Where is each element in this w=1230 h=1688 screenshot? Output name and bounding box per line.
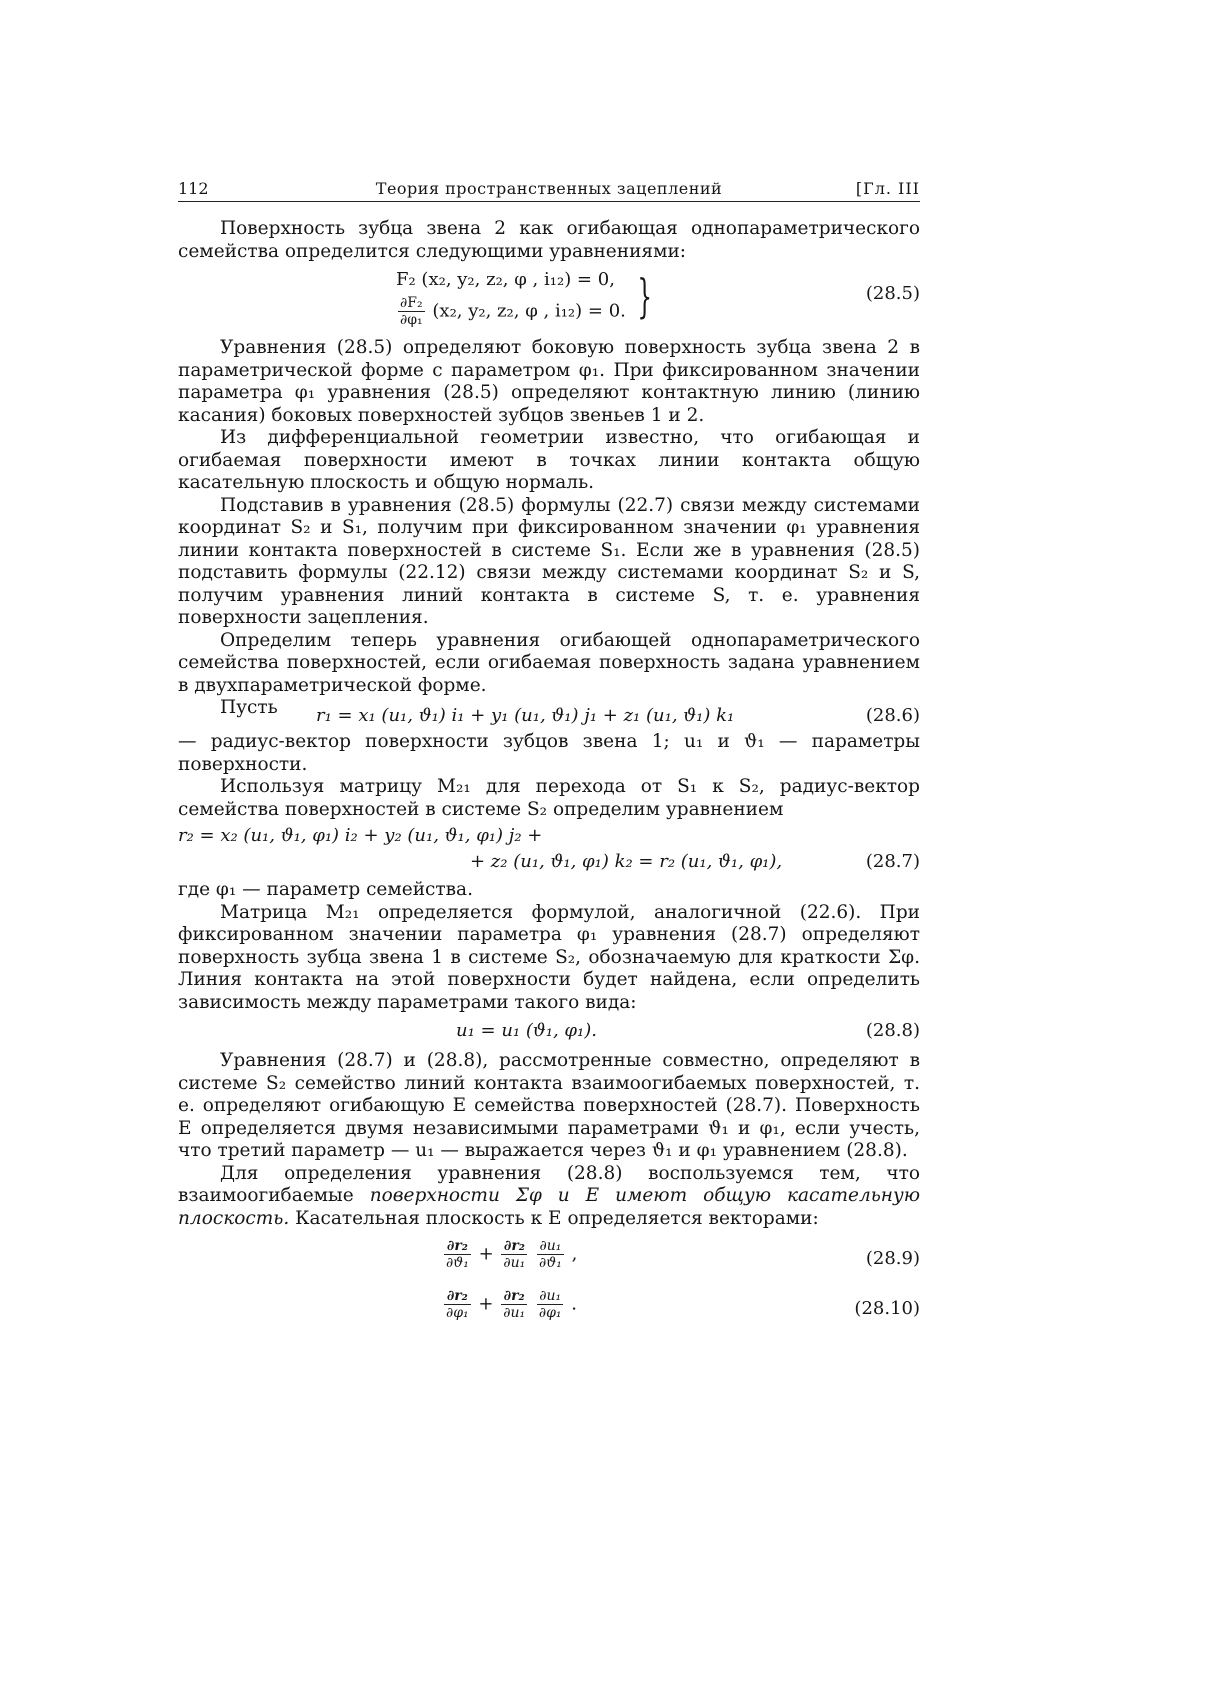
plus-sign: +	[478, 1293, 494, 1315]
fraction-denominator: ∂ϑ₁	[539, 1255, 562, 1271]
running-title: Теория пространственных зацеплений	[375, 179, 723, 198]
fraction-denominator: ∂u₁	[503, 1255, 526, 1271]
paragraph-9: где φ₁ — параметр семейства.	[178, 879, 473, 900]
eq28-7-line1: r₂ = x₂ (u₁, ϑ₁, φ₁) i₂ + y₂ (u₁, ϑ₁, φ₁) j₂ +	[178, 825, 543, 846]
fraction-numerator: ∂F₂	[398, 295, 425, 312]
page-body	[178, 218, 920, 1334]
eq28-5-line1: F₂ (x₂, y₂, z₂, φ , i₁₂) = 0,	[396, 269, 615, 290]
fraction-denominator: ∂φ₁	[400, 312, 423, 328]
equation-28-7	[178, 821, 920, 877]
paragraph-11: Уравнения (28.7) и (28.8), рассмотренные совместно, определяют в системе S₂ семейство линий контакта взаимоогибаемых поверхностей, т. е. определяют огибающую E семейства поверхностей (28.7). Поверхность E определяется двумя независимыми параметрами ϑ₁ и φ₁, если учесть, что третий параметр — u₁ — выражается через ϑ₁ и φ₁ уравнением (28.8).	[178, 1050, 920, 1161]
paragraph-7: — радиус-вектор поверхности зубцов звена 1; u₁ и ϑ₁ — параметры поверхности.	[178, 731, 920, 775]
eq28-9-fraction-3	[537, 1238, 564, 1271]
eq28-6-number: (28.6)	[865, 705, 920, 726]
paragraph-12-part-a: Для определения уравнения (28.8) воспользуемся тем, что взаимоогибаемые	[178, 1162, 920, 1206]
paragraph-12-part-c: Касательная плоскость к E определяется векторами:	[289, 1207, 819, 1229]
eq28-8-number: (28.8)	[865, 1020, 920, 1041]
fraction-numerator: ∂u₁	[537, 1238, 564, 1255]
fraction-numerator: ∂u₁	[537, 1288, 564, 1305]
fraction-numerator: ∂r₂	[444, 1288, 471, 1305]
eq28-10-body	[442, 1288, 577, 1321]
equation-28-9	[178, 1238, 920, 1284]
fraction-denominator: ∂φ₁	[446, 1305, 469, 1321]
paragraph-2: Уравнения (28.5) определяют боковую поверхность зубца звена 2 в параметрической форме с параметром φ₁. При фиксированном значении параметра φ₁ уравнения (28.5) определяют контактную линию (линию касания) боковых поверхностей зубцов звеньев 1 и 2.	[178, 337, 920, 426]
comma: ,	[571, 1243, 578, 1265]
paragraph-1: Поверхность зубца звена 2 как огибающая однопараметрического семейства определится следующими уравнениями:	[178, 218, 920, 262]
eq28-9-body	[442, 1238, 577, 1271]
equation-28-8	[178, 1014, 920, 1046]
paragraph-12-emphasis: поверхности Σφ и E имеют общую касательную плоскость.	[178, 1185, 920, 1229]
eq28-7-line2: + z₂ (u₁, ϑ₁, φ₁) k₂ = r₂ (u₁, ϑ₁, φ₁),	[470, 851, 783, 872]
fraction-numerator: ∂r₂	[501, 1238, 527, 1255]
paragraph-5: Определим теперь уравнения огибающей однопараметрического семейства поверхностей, если огибаемая поверхность задана уравнением в двухпараметрической форме.	[178, 629, 920, 696]
equation-28-6	[178, 697, 920, 729]
chapter-label: [Гл. III	[855, 179, 920, 198]
equation-28-10	[178, 1288, 920, 1334]
paragraph-3: Из дифференциальной геометрии известно, что огибающая и огибаемая поверхности имеют в точках линии контакта общую касательную плоскость и общую нормаль.	[178, 427, 920, 493]
eq28-5-line2-wrap	[396, 295, 626, 328]
fraction-numerator: ∂r₂	[444, 1238, 471, 1255]
paragraph-10: Матрица M₂₁ определяется формулой, аналогичной (22.6). При фиксированном значении параметра φ₁ уравнения (28.7) определяют поверхность зубца звена 1 в системе S₂, обозначаемую для краткости Σφ. Линия контакта на этой поверхности будет найдена, если определить зависимость между параметрами такого вида:	[178, 901, 920, 1013]
paragraph-4: Подставив в уравнения (28.5) формулы (22.7) связи между системами координат S₂ и S₁, получим при фиксированном значении φ₁ уравнения линии контакта поверхностей в системе S₁. Если же в уравнения (28.5) подставить формулы (22.12) связи между системами координат S₂ и S, получим уравнения линий контакта в системе S, т. е. уравнения поверхности зацепления.	[178, 494, 920, 628]
equation-28-5	[178, 267, 920, 331]
eq28-6-body: r₁ = x₁ (u₁, ϑ₁) i₁ + y₁ (u₁, ϑ₁) j₁ + z₁ (u₁, ϑ₁) k₁	[316, 705, 735, 726]
eq28-9-fraction-2	[501, 1238, 527, 1271]
pust-lead: Пусть	[220, 697, 278, 718]
fraction-numerator: ∂r₂	[501, 1288, 527, 1305]
period: .	[571, 1293, 577, 1315]
eq28-5-number: (28.5)	[865, 283, 920, 304]
eq28-8-body: u₁ = u₁ (ϑ₁, φ₁).	[456, 1020, 597, 1041]
fraction-denominator: ∂φ₁	[538, 1305, 562, 1321]
fraction-denominator: ∂u₁	[503, 1305, 526, 1321]
eq28-10-number: (28.10)	[854, 1298, 920, 1319]
eq28-7-number: (28.7)	[865, 851, 920, 872]
header-rule	[178, 201, 920, 202]
eq28-9-number: (28.9)	[865, 1248, 920, 1269]
eq28-10-fraction-1	[444, 1288, 471, 1321]
eq28-9-fraction-1	[444, 1238, 471, 1271]
paragraph-8: Используя матрицу M₂₁ для перехода от S₁ к S₂, радиус-вектор семейства поверхностей в системе S₂ определим уравнением	[178, 776, 920, 820]
page-number: 112	[178, 179, 209, 198]
page-header	[178, 175, 920, 205]
eq28-5-fraction	[398, 295, 425, 328]
paragraph-12	[178, 1163, 920, 1231]
eq28-10-fraction-3	[537, 1288, 564, 1321]
fraction-denominator: ∂ϑ₁	[446, 1255, 469, 1271]
eq28-10-fraction-2	[501, 1288, 527, 1321]
right-brace: }	[637, 269, 652, 323]
plus-sign: +	[478, 1243, 494, 1265]
eq28-5-line2: (x₂, y₂, z₂, φ , i₁₂) = 0.	[432, 300, 626, 322]
